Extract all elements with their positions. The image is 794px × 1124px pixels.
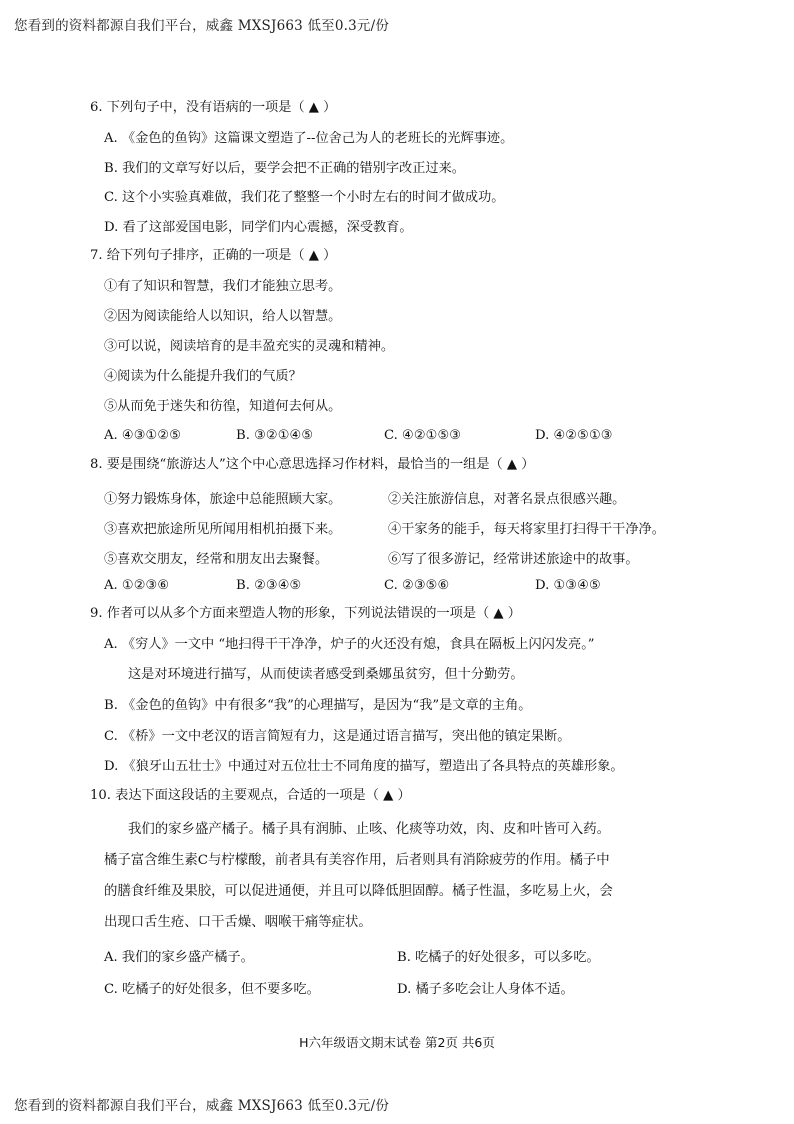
q6-stem: 6. 下列句子中，没有语病的一项是（ ▲ ） xyxy=(90,100,337,115)
q6-option-b: B. 我们的文章写好以后，要学会把不正确的错别字改正过来。 xyxy=(104,161,465,176)
q9-option-a-line2: 这是对环境进行描写，从而使读者感受到桑娜虽贫穷，但十分勤劳。 xyxy=(128,667,524,682)
q9-option-b: B. 《金色的鱼钩》中有很多“我”的心理描写，是因为“我”是文章的主角。 xyxy=(104,698,532,713)
page-footer: H六年级语文期末试卷 第2页 共6页 xyxy=(299,1035,495,1050)
q10-passage-line4: 出现口舌生疮、口干舌燥、咽喉干痛等症状。 xyxy=(104,915,372,930)
q9-option-d: D. 《狼牙山五壮士》中通过对五位壮士不同角度的描写，塑造出了各具特点的英雄形象。 xyxy=(104,759,624,774)
q8-option-c: C. ②③⑤⑥ xyxy=(384,578,450,593)
q7-sentence-5: ⑤从而免于迷失和彷徨，知道何去何从。 xyxy=(104,399,342,414)
q9-stem: 9. 作者可以从多个方面来塑造人物的形象，下列说法错误的一项是（ ▲ ） xyxy=(90,606,521,621)
q8-material-3: ③喜欢把旅途所见所闻用相机拍摄下来。 xyxy=(104,522,342,537)
q8-material-5: ⑤喜欢交朋友，经常和朋友出去聚餐。 xyxy=(104,552,329,567)
q8-material-1: ①努力锻炼身体，旅途中总能照顾大家。 xyxy=(104,492,342,507)
q10-passage-line2: 橘子富含维生素C与柠檬酸，前者具有美容作用，后者则具有消除疲劳的作用。橘子中 xyxy=(104,853,610,868)
q10-option-c: C. 吃橘子的好处很多，但不要多吃。 xyxy=(104,982,320,997)
q6-option-c: C. 这个小实验真难做，我们花了整整一个小时左右的时间才做成功。 xyxy=(104,190,505,205)
q10-passage-line1: 我们的家乡盛产橘子。橘子具有润肺、止咳、化痰等功效，肉、皮和叶皆可入药。 xyxy=(128,822,611,837)
q7-sentence-1: ①有了知识和智慧，我们才能独立思考。 xyxy=(104,279,342,294)
q8-option-b: B. ②③④⑤ xyxy=(236,578,302,593)
q8-material-2: ②关注旅游信息，对著名景点很感兴趣。 xyxy=(388,492,626,507)
q10-stem: 10. 表达下面这段话的主要观点，合适的一项是（ ▲ ） xyxy=(90,788,411,803)
q7-option-c: C. ④②①⑤③ xyxy=(384,428,462,443)
q7-option-d: D. ④②⑤①③ xyxy=(535,428,613,443)
watermark-top: 您看到的资料都源自我们平台，威鑫 MXSJ663 低至0.3元/份 xyxy=(14,18,390,34)
q6-option-d: D. 看了这部爱国电影，同学们内心震撼，深受教育。 xyxy=(104,220,413,235)
q7-sentence-4: ④阅读为什么能提升我们的气质？ xyxy=(104,369,302,384)
q7-stem: 7. 给下列句子排序，正确的一项是（ ▲ ） xyxy=(90,248,337,263)
q8-material-4: ④干家务的能手，每天将家里打扫得干干净净。 xyxy=(388,522,665,537)
q8-option-d: D. ①③④⑤ xyxy=(535,578,601,593)
q8-material-6: ⑥写了很多游记，经常讲述旅途中的故事。 xyxy=(388,552,639,567)
q8-stem: 8. 要是围绕“旅游达人”这个中心意思选择习作材料，最恰当的一组是（ ▲ ） xyxy=(90,457,535,472)
q7-option-a: A. ④③①②⑤ xyxy=(104,428,182,443)
q7-sentence-2: ②因为阅读能给人以知识，给人以智慧。 xyxy=(104,309,342,324)
watermark-bottom: 您看到的资料都源自我们平台，威鑫 MXSJ663 低至0.3元/份 xyxy=(14,1098,390,1114)
q7-sentence-3: ③可以说，阅读培育的是丰盈充实的灵魂和精神。 xyxy=(104,339,395,354)
q9-option-c: C. 《桥》一文中老汉的语言简短有力，这是通过语言描写，突出他的镇定果断。 xyxy=(104,729,571,744)
q8-option-a: A. ①②③⑥ xyxy=(104,578,170,593)
q10-option-a: A. 我们的家乡盛产橘子。 xyxy=(104,950,254,965)
q10-option-d: D. 橘子多吃会让人身体不适。 xyxy=(397,982,574,997)
q7-option-b: B. ③②①④⑤ xyxy=(236,428,314,443)
q10-option-b: B. 吃橘子的好处很多，可以多吃。 xyxy=(397,950,600,965)
q6-option-a: A. 《金色的鱼钩》这篇课文塑造了--位舍己为人的老班长的光辉事迹。 xyxy=(104,131,514,146)
q10-passage-line3: 的膳食纤维及果胶，可以促进通便，并且可以降低胆固醇。橘子性温，多吃易上火，会 xyxy=(104,884,613,899)
q9-option-a-line1: A. 《穷人》一文中 “地扫得干干净净，炉子的火还没有熄，食具在隔板上闪闪发亮。” xyxy=(104,637,595,652)
